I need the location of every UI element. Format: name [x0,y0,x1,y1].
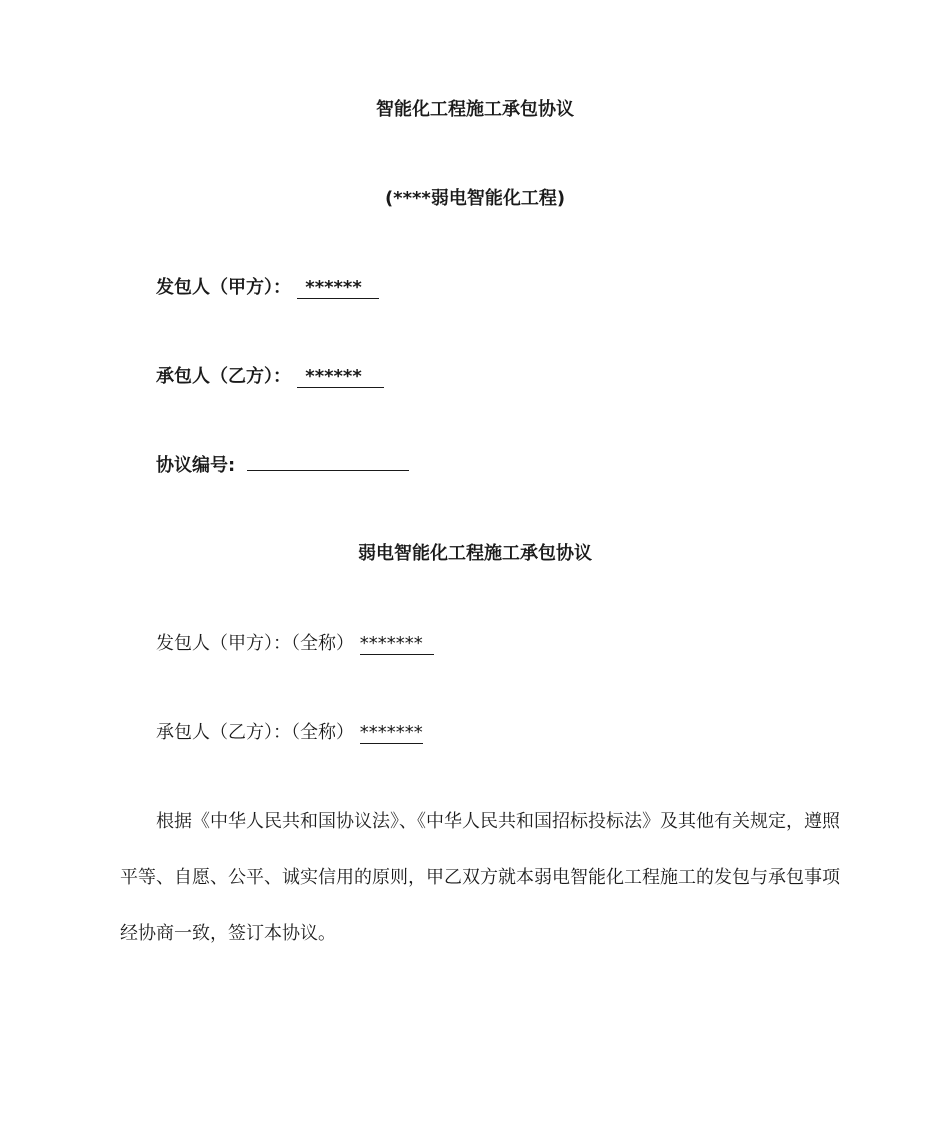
field-label: 协议编号: [156,455,236,476]
cover-field-agreement-number [156,454,409,478]
field-value: ******* [359,722,423,743]
field-label: 发包人（甲方）：（全称） [156,633,354,654]
cover-field-contractor [156,365,384,389]
cover-field-employer [156,276,379,300]
field-value: ******* [360,634,434,655]
intro-paragraph: 根据《中华人民共和国协议法》、《中华人民共和国招标投标法》及其他有关规定，遵照平等、自愿、公平、诚实信用的原则，甲乙双方就本弱电智能化工程施工的发包与承包事项经协商一致，签订本协议。 [120,811,840,944]
field-value [247,470,409,471]
field-label: 承包人（乙方）：（全称） [156,722,354,743]
document-title: 智能化工程施工承包协议 [376,99,574,120]
field-label: 承包人（乙方）： [156,366,291,387]
field-value: ****** [297,367,384,388]
party-field-employer [156,632,434,656]
party-field-contractor [156,721,423,745]
field-label: 发包人（甲方）： [156,277,291,298]
section-title: 弱电智能化工程施工承包协议 [358,543,592,564]
field-value: ****** [297,278,379,299]
document-subtitle: (****弱电智能化工程) [384,188,566,209]
